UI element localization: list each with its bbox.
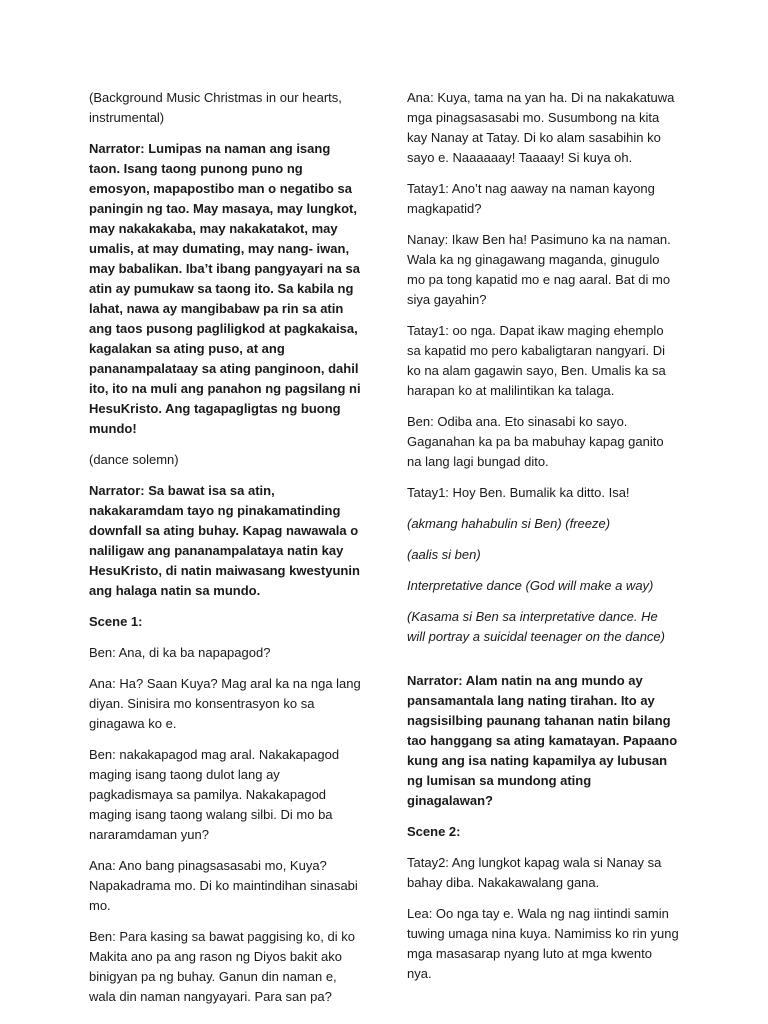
dialogue-line: Ben: nakakapagod mag aral. Nakakapagod maging isang taong dulot lang ay pagkadismaya sa pamilya. Nakakapagod maging isang taong walang silbi. Di mo ba nararamdaman yun? (89, 747, 340, 842)
dialogue-line: Tatay2: Ang lungkot kapag wala si Nanay sa bahay diba. Nakakawalang gana. (407, 855, 662, 890)
dialogue-line: Ben: Ana, di ka ba napapagod? (89, 645, 271, 660)
dialogue-line: Ana: Ha? Saan Kuya? Mag aral ka na nga lang diyan. Sinisira mo konsentrasyon ko sa ginagawa ko e. (89, 676, 361, 731)
dialogue-line: Nanay: Ikaw Ben ha! Pasimuno ka na naman. Wala ka ng ginagawang maganda, ginugulo mo pa tong kapatid mo e nag aaral. Bat di mo siya gayahin? (407, 232, 671, 307)
stage-direction-dance-note: (Kasama si Ben sa interpretative dance. He will portray a suicidal teenager on the dance) (407, 609, 665, 644)
dialogue-line: Ben: Odiba ana. Eto sinasabi ko sayo. Gaganahan ka pa ba mabuhay kapag ganito na lang lagi bungad dito. (407, 414, 664, 469)
dialogue-line: Lea: Oo nga tay e. Wala ng nag iintindi samin tuwing umaga nina kuya. Namimiss ko rin yung mga masasarap nyang luto at mga kwento nya. (407, 906, 679, 981)
dialogue-line: Ana: Kuya, tama na yan ha. Di na nakakatuwa mga pinagsasasabi mo. Susumbong na kita kay Nanay at Tatay. Di ko alam sasabihin ko sayo e. Naaaaaay! Taaaay! Si kuya oh. (407, 90, 675, 165)
left-column (89, 88, 361, 1018)
stage-direction-freeze: (akmang hahabulin si Ben) (freeze) (407, 516, 611, 531)
narrator-line-intro: Narrator: Lumipas na naman ang isang taon. Isang taong punong puno ng emosyon, mapapostibo man o negatibo sa paningin ng tao. May masaya, may lungkot, may nakakakaba, may nakakatakot, may umalis, at may dumating, may nang- iwan, may babalikan. Iba’t ibang pangyayari na sa atin ay pumukaw sa taong ito. Sa kabila ng lahat, nawa ay mangibabaw pa rin sa atin ang taos pusong pagliligkod at pagkakaisa, kagalakan sa ating puso, at ang pananampalataay sa ating panginoon, dahil ito, ito na muli ang panahon ng pagsilang ni HesuKristo. Ang tagapagligtas ng buong mundo! (89, 141, 361, 436)
stage-direction-exit: (aalis si ben) (407, 547, 481, 562)
stage-direction-interpretative-dance: Interpretative dance (God will make a way) (407, 578, 654, 593)
stage-direction-dance: (dance solemn) (89, 452, 179, 467)
dialogue-line: Tatay1: Ano’t nag aaway na naman kayong magkapatid? (407, 181, 655, 216)
stage-direction-music: (Background Music Christmas in our hearts, instrumental) (89, 90, 342, 125)
scene-1-heading: Scene 1: (89, 614, 143, 629)
dialogue-line: Tatay1: Hoy Ben. Bumalik ka ditto. Isa! (407, 485, 630, 500)
narrator-line-mundo: Narrator: Alam natin na ang mundo ay pansamantala lang nating tirahan. Ito ay nagsisilbing paunang tahanan natin bilang tao hanggang sa ating kamatayan. Papaano kung ang isa nating kapamilya ay lubusan ng lumisan sa mundong ating ginagalawan? (407, 673, 678, 808)
dialogue-line: Ana: Ano bang pinagsasasabi mo, Kuya? Napakadrama mo. Di ko maintindihan sinasabi mo. (89, 858, 358, 913)
dialogue-line: Tatay1: oo nga. Dapat ikaw maging ehemplo sa kapatid mo pero kabaligtaran nangyari. Di ko na alam gagawin sayo, Ben. Umalis ka sa harapan ko at malilintikan ka talaga. (407, 323, 666, 398)
right-column (407, 88, 679, 995)
dialogue-line: Ben: Para kasing sa bawat paggising ko, di ko Makita ano pa ang rason ng Diyos bakit ako binigyan pa ng buhay. Ganun din naman e, wala din naman nangyayari. Para san pa? (89, 929, 355, 1004)
scene-2-heading: Scene 2: (407, 824, 461, 839)
narrator-line-downfall: Narrator: Sa bawat isa sa atin, nakakaramdam tayo ng pinakamatinding downfall sa ating buhay. Kapag nawawala o naliligaw ang pananampalataya natin kay HesuKristo, di natin maiwasang kwestyunin ang halaga natin sa mundo. (89, 483, 360, 598)
